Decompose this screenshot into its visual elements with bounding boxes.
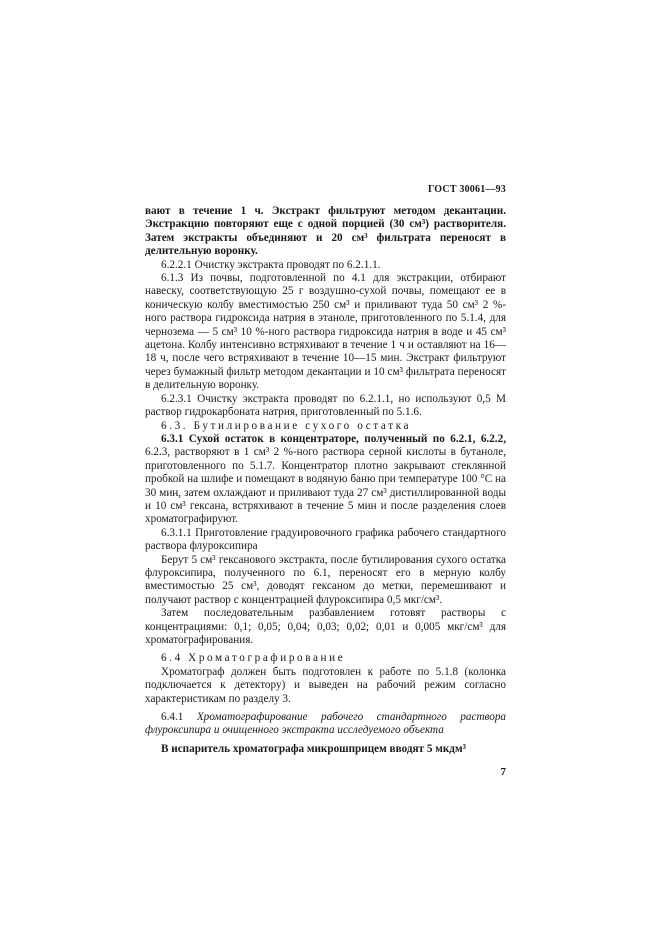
clause-6-2-2-1: 6.2.2.1 Очистку экстракта проводят по 6.2.1.1. <box>161 258 381 271</box>
clause-6-4-1-number: 6.4.1 <box>161 711 197 724</box>
page-number: 7 <box>500 766 506 779</box>
clause-6-3-1-1: 6.3.1.1 Приготовление градуировочного графика рабочего стандартного раствора флуроксипира <box>145 526 506 553</box>
clause-6-3-1-lead: 6.3.1 Сухой остаток в концентраторе, полученный по 6.2.1, 6.2.2, <box>161 432 506 445</box>
clause-6-1-3: 6.1.3 Из почвы, подготовленной по 4.1 для экстракции, отбирают навеску, соответствующую 25 г воздушно-сухой почвы, помещают ее в коническую колбу вместимостью 250 см³ и приливают туда 50 см³ 2 %-ного раствора гидроксида натрия в этаноле, приготовленного по 5.1.4, для чернозема — 5 см³ 10 %-ного раствора гидроксида натрия в воде и 45 см³ ацетона. Колбу интенсивно встряхивают в течение 1 ч и оставляют на 16—18 ч, после чего встряхивают в течение 10—15 мин. Экстракт фильтруют через бумажный фильтр методом декантации и 10 см³ фильтрата переносят в делительную воронку. <box>145 272 506 392</box>
section-heading-6-3: 6.3. Бутилирование сухого остатка <box>161 419 412 432</box>
clause-6-4-1 <box>145 711 506 738</box>
clause-6-2-3-1: 6.2.3.1 Очистку экстракта проводят по 6.2.1.1, но используют 0,5 М раствор гидрокарбоната натрия, приготовленный по 5.1.6. <box>145 392 506 419</box>
document-page <box>145 183 506 778</box>
clause-6-3-1 <box>145 433 506 527</box>
document-code-header: ГОСТ 30061—93 <box>427 184 506 195</box>
clause-6-4-1-title: Хроматографирование рабочего стандартного раствора флуроксипира и очищенного экстракта исследуемого объекта <box>145 711 507 737</box>
paragraph-chromatograph: Хроматограф должен быть подготовлен к работе по 5.1.8 (колонка подключается к детектору) и выведен на рабочий режим согласно характеристикам по разделу 3. <box>145 665 506 705</box>
paragraph-injection: В испаритель хроматографа микрошприцем вводят 5 мкдм³ <box>161 742 466 755</box>
continued-paragraph: вают в течение 1 ч. Экстракт фильтруют методом декантации. Экстракцию повторяют еще с одной порцией (30 см³) растворителя. Затем экстракты объединяют и 20 см³ фильтрата переносят в делительную воронку. <box>145 205 506 258</box>
paragraph-dilution: Затем последовательным разбавлением готовят растворы с концентрациями: 0,1; 0,05; 0,04; 0,03; 0,02; 0,01 и 0,005 мкг/см³ для хроматографирования. <box>145 607 506 646</box>
paragraph-take-extract: Берут 5 см³ гексанового экстракта, после бутилирования сухого остатка флуроксипира, полученного по 6.1, переносят его в мерную колбу вместимостью 25 см³, доводят гексаном до метки, перемешивают и получают раствор с концентрацией флуроксипира 0,5 мкг/см³. <box>145 553 506 606</box>
section-heading-6-4: 6.4 Хроматографирование <box>161 652 346 665</box>
clause-6-3-1-body: 6.2.3, растворяют в 1 см³ 2 %-ного раствора серной кислоты в бутаноле, приготовленного по 5.1.7. Концентратор плотно закрывают стеклянной пробкой на шлифе и помещают в водяную баню при температуре 100 °С на 30 мин, затем охлаждают и приливают туда 27 см³ дистиллированной воды и 10 см³ гексана, встряхивают в течение 5 мин и после разделения слоев хроматографируют. <box>145 446 506 526</box>
